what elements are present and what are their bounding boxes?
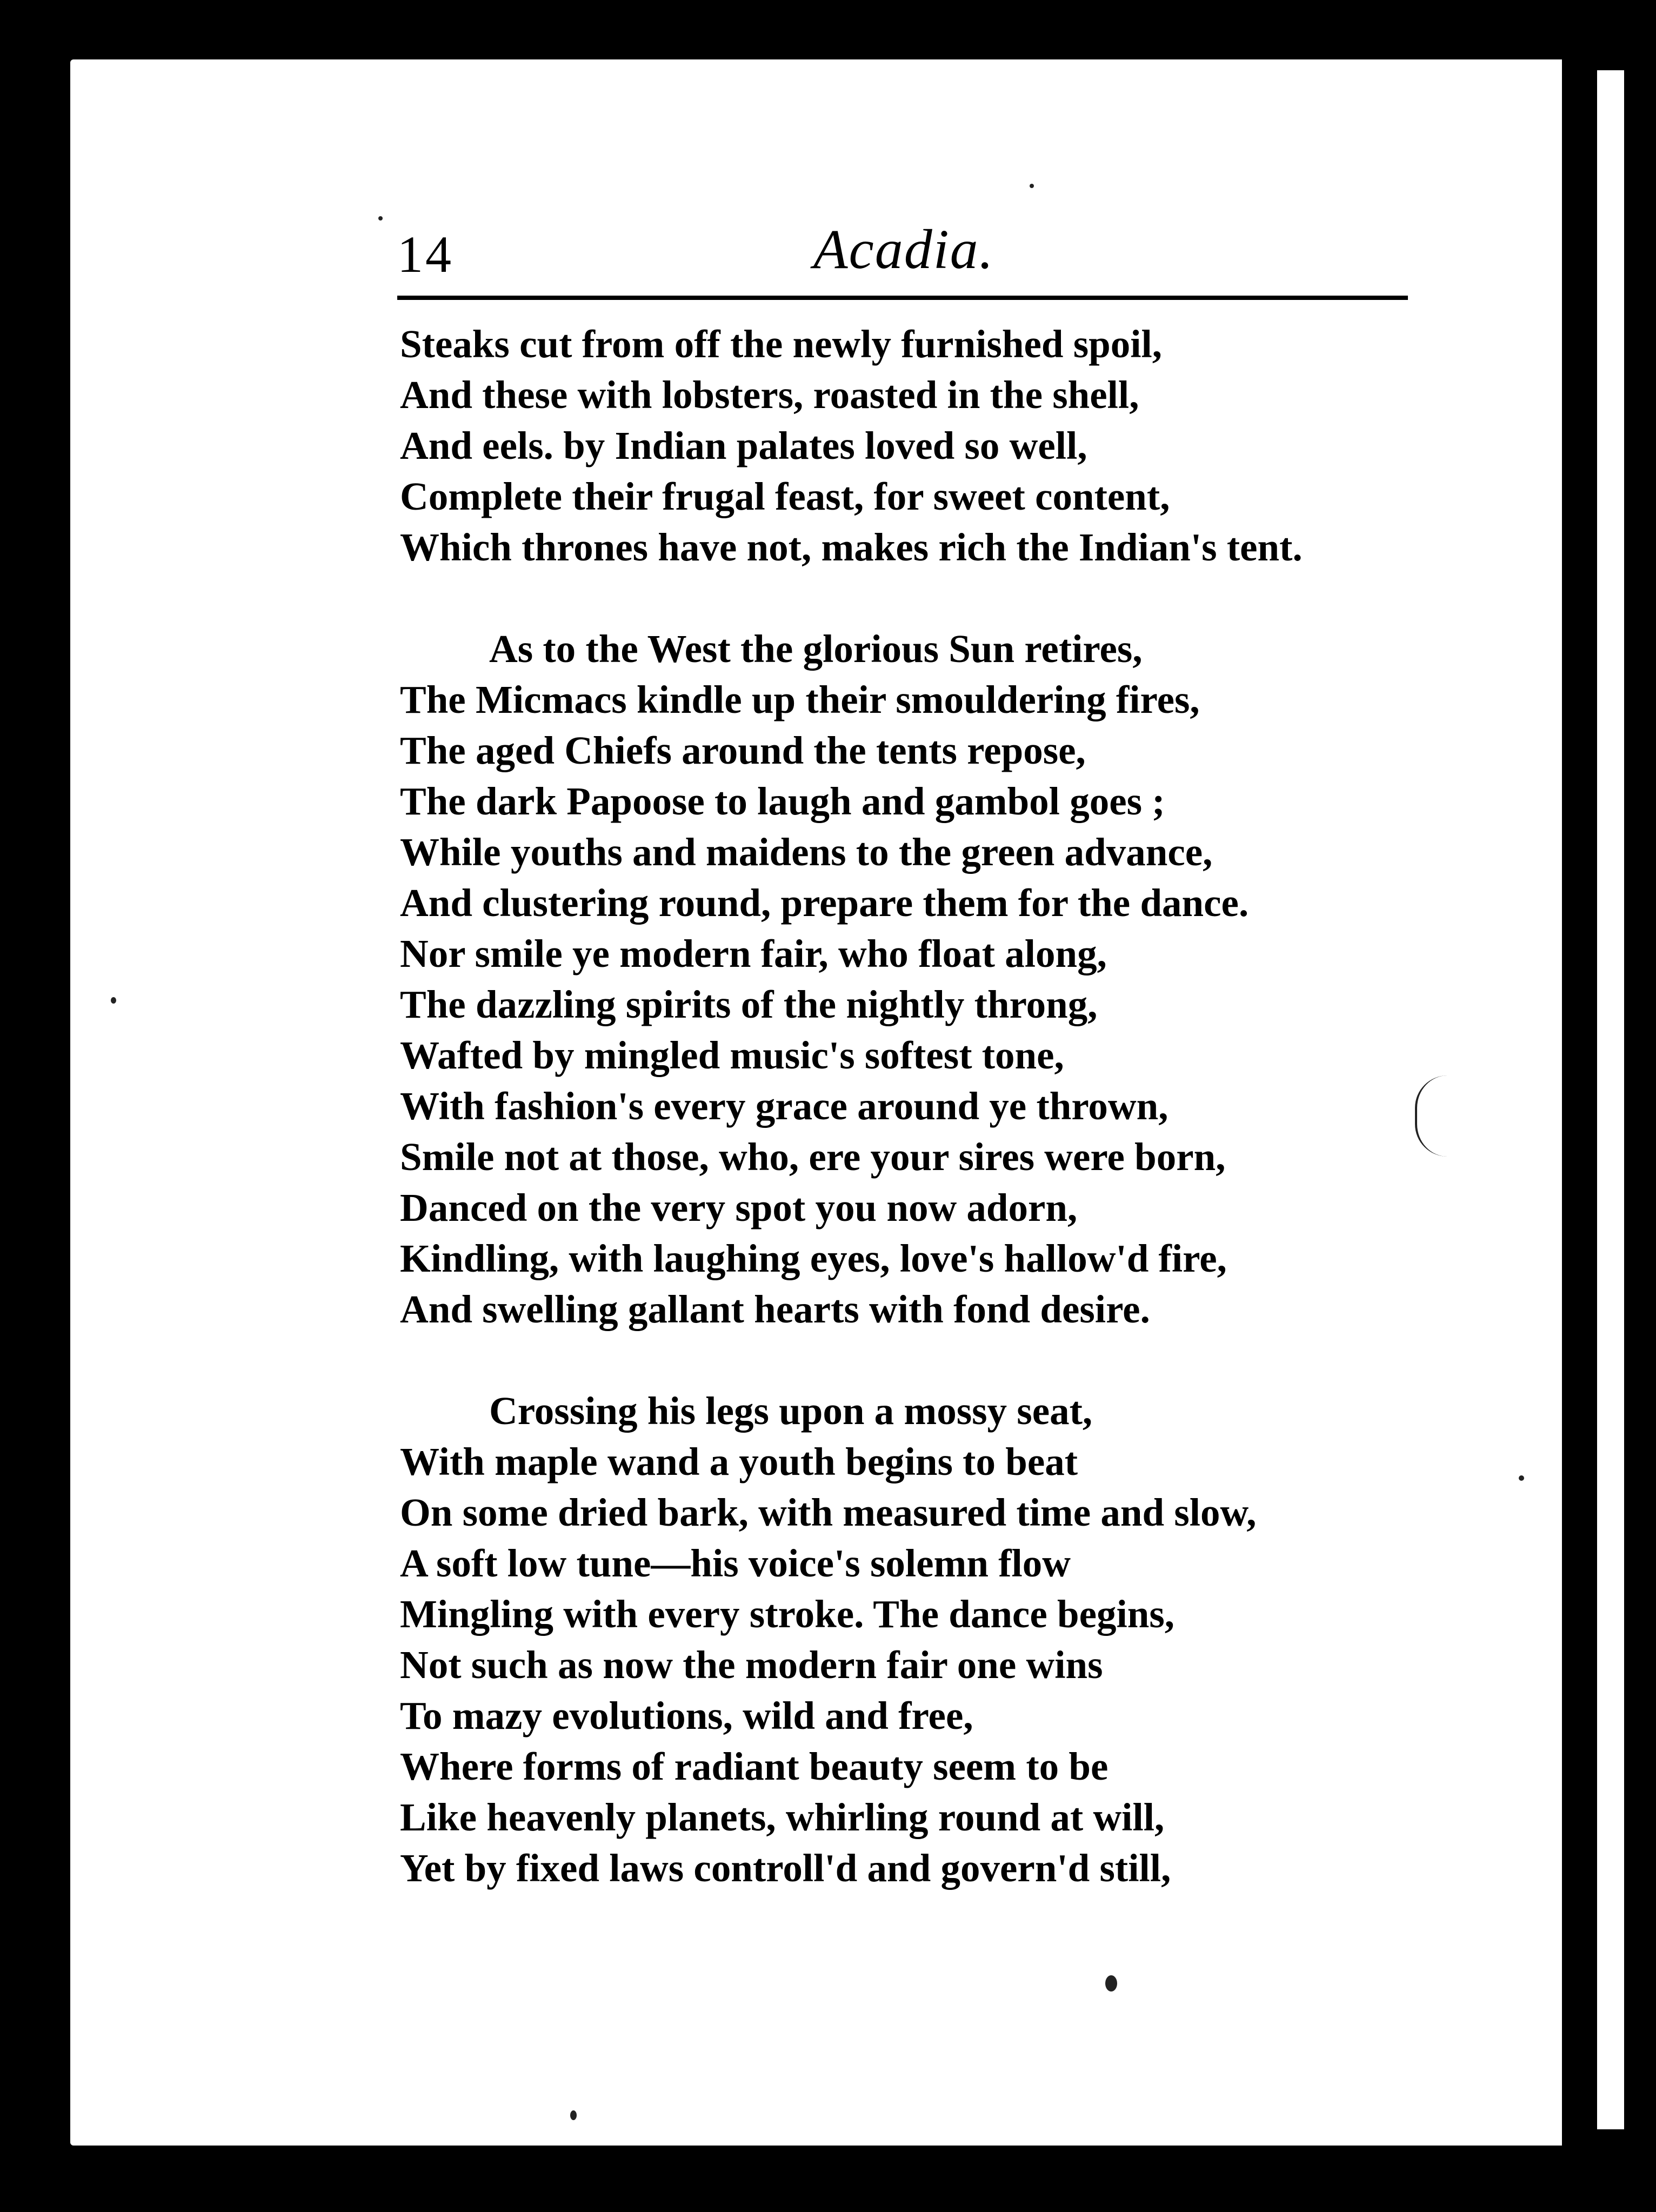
verse-line: And clustering round, prepare them for the dance.: [400, 881, 1249, 925]
verse-line: Not such as now the modern fair one wins: [400, 1643, 1103, 1687]
scan-speck: [1105, 1975, 1117, 1992]
verse-line: Steaks cut from off the newly furnished spoil,: [400, 322, 1163, 366]
verse-line: Yet by fixed laws controll'd and govern'd still,: [400, 1846, 1171, 1890]
verse-line: The dark Papoose to laugh and gambol goes ;: [400, 779, 1165, 823]
verse-line: The aged Chiefs around the tents repose,: [400, 729, 1086, 772]
verse-line: A soft low tune—his voice's solemn flow: [400, 1541, 1071, 1585]
verse-line: Mingling with every stroke. The dance begins,: [400, 1592, 1175, 1636]
stanza-2: [400, 624, 1427, 1335]
verse-line: Which thrones have not, makes rich the Indian's tent.: [400, 525, 1303, 569]
verse-line: The dazzling spirits of the nightly throng,: [400, 983, 1098, 1026]
scan-speck: [111, 997, 116, 1004]
verse-line: Nor smile ye modern fair, who float along,: [400, 932, 1107, 975]
next-page-edge: [1597, 70, 1624, 2129]
scan-speck: [1519, 1475, 1524, 1481]
running-title: Acadia.: [813, 218, 994, 280]
poem-body: [400, 319, 1427, 1894]
page-edge-shadow: [1562, 59, 1597, 2146]
verse-line: The Micmacs kindle up their smouldering fires,: [400, 678, 1200, 721]
verse-line: Danced on the very spot you now adorn,: [400, 1186, 1078, 1229]
scan-speck: [378, 216, 383, 220]
verse-line-indented: Crossing his legs upon a mossy seat,: [489, 1389, 1093, 1433]
verse-line: Kindling, with laughing eyes, love's hallow'd fire,: [400, 1237, 1227, 1280]
verse-line: Where forms of radiant beauty seem to be: [400, 1745, 1109, 1788]
verse-line-indented: As to the West the glorious Sun retires,: [489, 627, 1143, 671]
stanza-1: [400, 319, 1427, 573]
stanza-3: [400, 1386, 1427, 1894]
verse-line: And eels. by Indian palates loved so well,: [400, 424, 1087, 467]
page-number: 14: [397, 225, 453, 283]
verse-line: To mazy evolutions, wild and free,: [400, 1694, 973, 1737]
verse-line: While youths and maidens to the green advance,: [400, 830, 1213, 874]
verse-line: Complete their frugal feast, for sweet content,: [400, 475, 1170, 518]
verse-line: On some dried bark, with measured time and slow,: [400, 1491, 1257, 1534]
verse-line: With fashion's every grace around ye thrown,: [400, 1084, 1168, 1128]
verse-line: With maple wand a youth begins to beat: [400, 1440, 1078, 1483]
header-rule: [397, 296, 1408, 300]
verse-line: Smile not at those, who, ere your sires were born,: [400, 1135, 1226, 1179]
verse-line: Wafted by mingled music's softest tone,: [400, 1033, 1064, 1077]
verse-line: And swelling gallant hearts with fond desire.: [400, 1287, 1150, 1331]
verse-line: And these with lobsters, roasted in the shell,: [400, 373, 1139, 417]
scan-speck: [1030, 184, 1034, 188]
scan-speck: [570, 2110, 577, 2120]
page-header: [397, 211, 1408, 292]
verse-line: Like heavenly planets, whirling round at will,: [400, 1795, 1165, 1839]
